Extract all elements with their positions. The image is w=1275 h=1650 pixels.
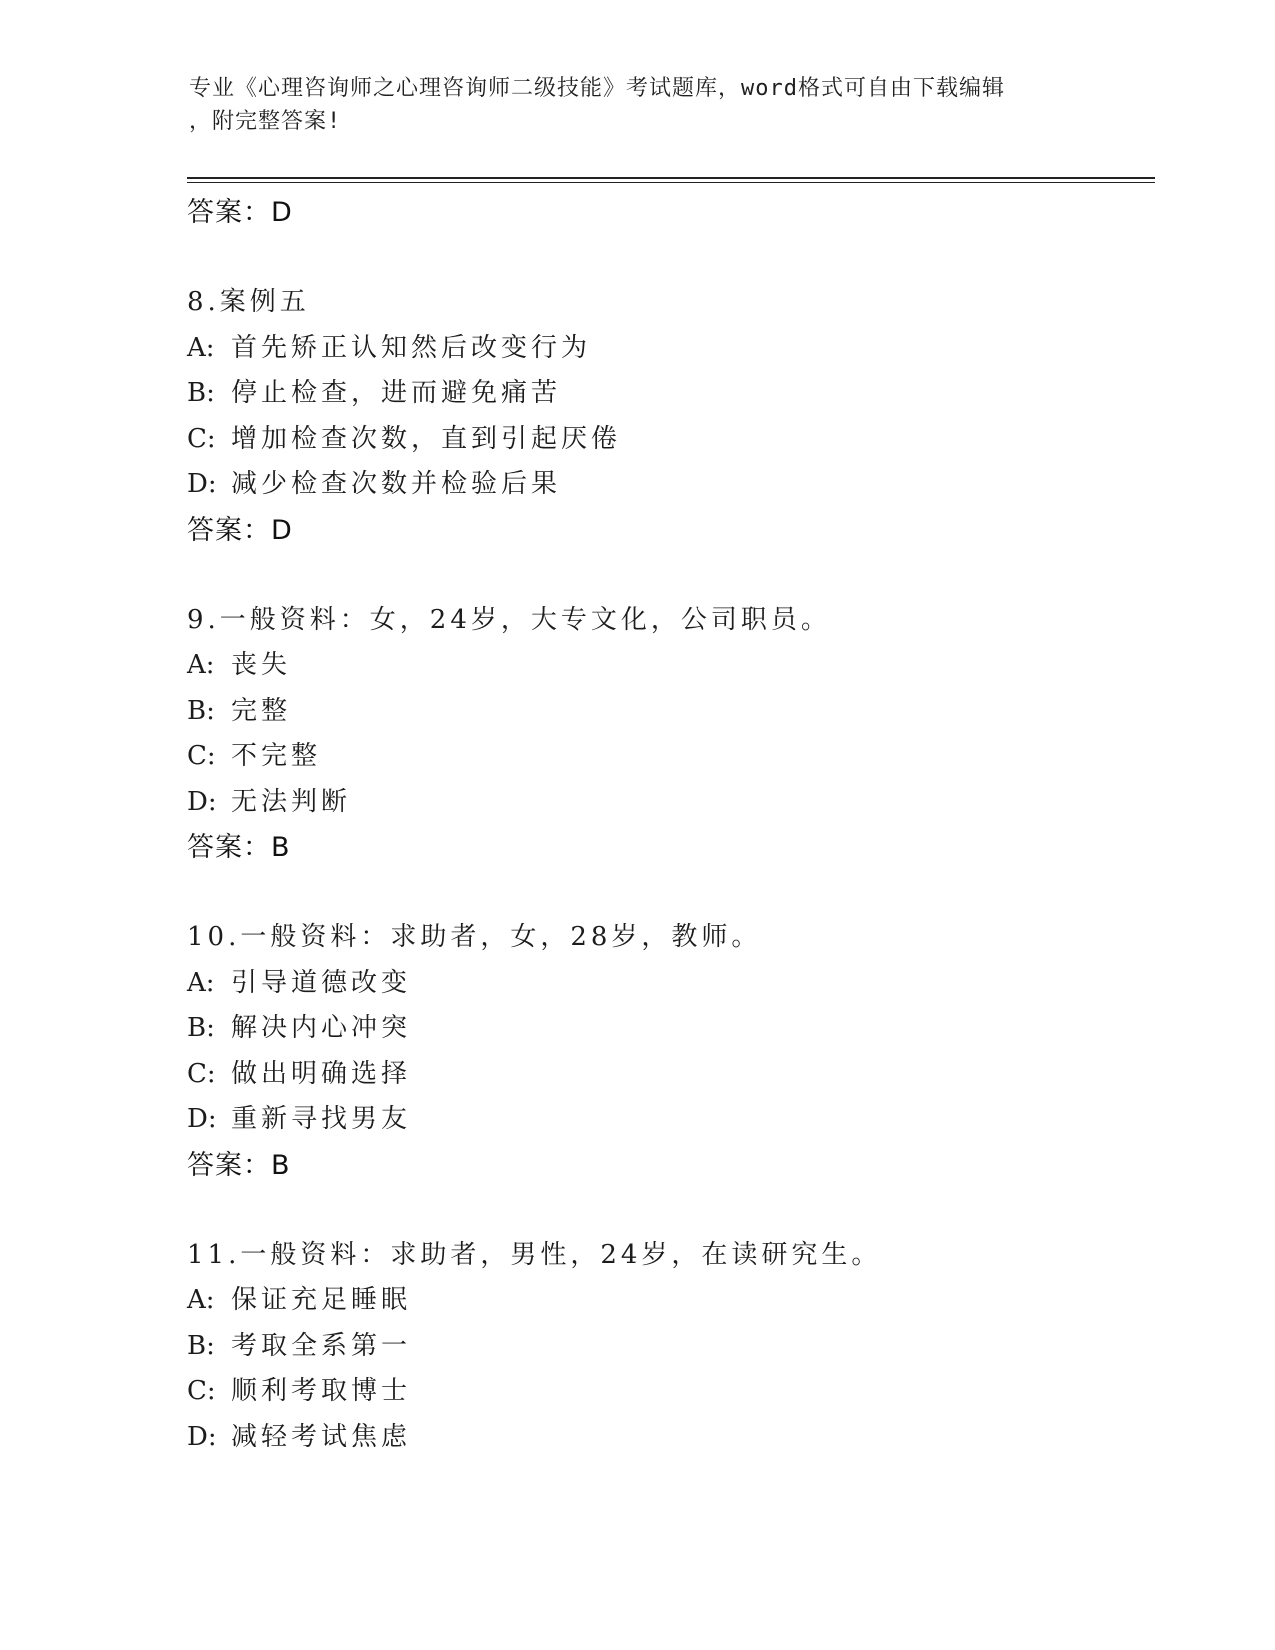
question-9 <box>187 598 1147 872</box>
option-key: D: <box>187 1421 217 1452</box>
option-text: 重新寻找男友 <box>231 1104 412 1134</box>
option-text: 无法判断 <box>231 786 352 817</box>
option-text: 做出明确选择 <box>231 1058 412 1089</box>
question-list <box>187 190 1147 1460</box>
option-key: C: <box>187 741 216 771</box>
question-title: 10.一般资料：求助者，女，28岁，教师。 <box>187 922 762 952</box>
option-text: 减少检查次数并检验后果 <box>231 469 562 499</box>
option-key: B: <box>187 378 215 408</box>
document-header <box>189 72 1089 138</box>
option-text: 丧失 <box>231 650 292 680</box>
question-11 <box>187 1233 1147 1461</box>
option-key: D: <box>187 786 217 817</box>
option-b <box>187 371 1147 417</box>
option-b <box>187 689 1147 735</box>
question-title: 8.案例五 <box>187 287 310 317</box>
option-text: 增加检查次数，直到引起厌倦 <box>231 423 622 454</box>
option-key: A: <box>187 650 215 680</box>
option-text: 停止检查，进而避免痛苦 <box>231 378 562 408</box>
option-d <box>187 1415 1147 1461</box>
option-text: 不完整 <box>231 741 322 771</box>
option-key: B: <box>187 1330 215 1361</box>
option-key: C: <box>187 1376 216 1406</box>
option-text: 引导道德改变 <box>231 967 412 998</box>
question-10 <box>187 915 1147 1189</box>
option-b <box>187 1006 1147 1052</box>
option-d <box>187 780 1147 826</box>
option-key: C: <box>187 1058 216 1089</box>
option-c <box>187 1052 1147 1098</box>
option-key: A: <box>187 1285 215 1315</box>
header-line-2: ，附完整答案! <box>189 109 342 134</box>
spacer <box>187 236 1147 280</box>
answer-line: 答案：B <box>187 832 291 863</box>
option-text: 顺利考取博士 <box>231 1376 412 1406</box>
option-a <box>187 961 1147 1007</box>
answer-line: 答案：D <box>187 197 293 228</box>
option-c <box>187 417 1147 463</box>
option-key: D: <box>187 1104 217 1134</box>
header-line-1: 专业《心理咨询师之心理咨询师二级技能》考试题库，word格式可自由下载编辑 <box>189 76 1005 101</box>
option-c <box>187 1369 1147 1415</box>
option-key: B: <box>187 695 215 726</box>
header-divider-thick <box>187 177 1155 179</box>
option-text: 首先矫正认知然后改变行为 <box>231 332 592 363</box>
option-d <box>187 462 1147 508</box>
question-title: 11.一般资料：求助者，男性，24岁，在读研究生。 <box>187 1239 882 1270</box>
option-text: 减轻考试焦虑 <box>231 1421 412 1452</box>
question-8 <box>187 280 1147 554</box>
option-text: 解决内心冲突 <box>231 1013 412 1043</box>
option-d <box>187 1097 1147 1143</box>
option-key: B: <box>187 1013 215 1043</box>
option-c <box>187 734 1147 780</box>
option-key: A: <box>187 967 215 998</box>
option-a <box>187 1278 1147 1324</box>
option-key: A: <box>187 332 215 363</box>
option-text: 保证充足睡眠 <box>231 1285 412 1315</box>
question-title: 9.一般资料：女，24岁，大专文化，公司职员。 <box>187 604 831 635</box>
option-key: D: <box>187 469 217 499</box>
option-text: 考取全系第一 <box>231 1330 412 1361</box>
answer-line: 答案：D <box>187 514 293 546</box>
option-text: 完整 <box>231 695 292 726</box>
answer-line: 答案：B <box>187 1149 291 1181</box>
option-a <box>187 326 1147 372</box>
spacer <box>187 1189 1147 1233</box>
header-divider-thin <box>187 182 1155 183</box>
option-key: C: <box>187 423 216 454</box>
spacer <box>187 871 1147 915</box>
option-a <box>187 643 1147 689</box>
spacer <box>187 554 1147 598</box>
option-b <box>187 1324 1147 1370</box>
